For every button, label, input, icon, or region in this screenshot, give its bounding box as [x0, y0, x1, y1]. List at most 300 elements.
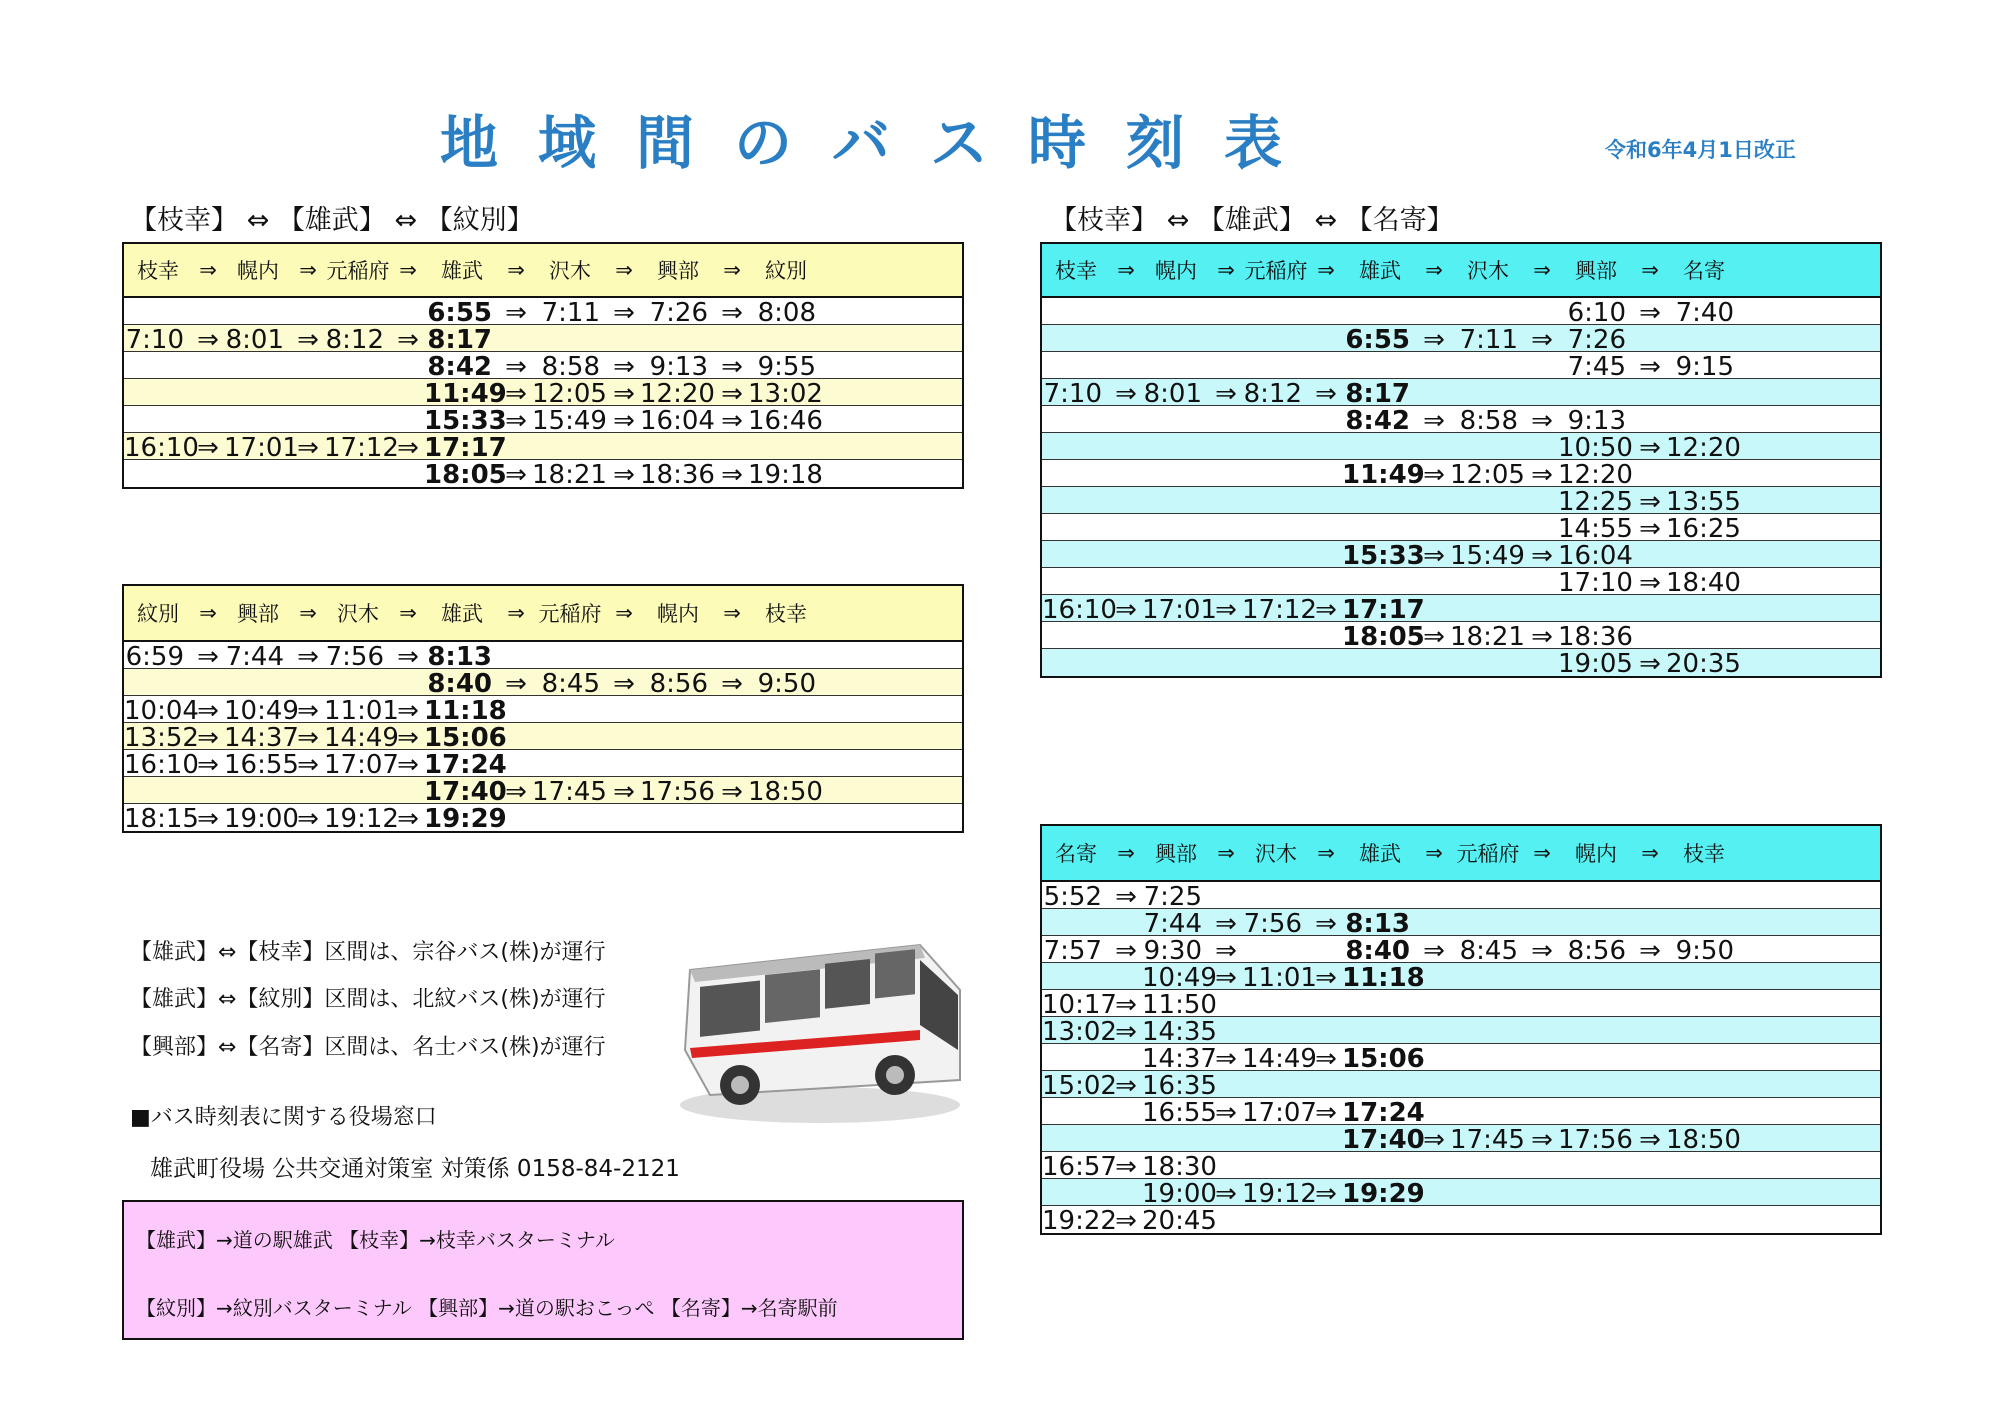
right-route-header: 【枝幸】 ⇔ 【雄武】 ⇔ 【名寄】: [1050, 205, 1454, 236]
arrow-icon: ⇒: [507, 258, 525, 282]
departure-time: 13:02: [748, 379, 823, 409]
timetable-row: [1042, 1071, 1880, 1101]
departure-time: 7:11: [1459, 325, 1518, 355]
arrow-icon: ⇒: [1639, 936, 1661, 966]
arrow-icon: ⇒: [1215, 909, 1237, 939]
timetable-row: [1042, 406, 1880, 436]
arrow-icon: ⇒: [505, 777, 527, 807]
departure-time: 7:56: [1243, 909, 1302, 939]
stop-name: 元稲府: [538, 602, 602, 626]
departure-time: 10:49: [224, 696, 299, 726]
revision-date: 令和6年4月1日改正: [1605, 138, 1796, 162]
departure-time: 15:33: [424, 406, 507, 436]
departure-time: 15:49: [532, 406, 607, 436]
departure-time: 18:36: [1558, 622, 1633, 652]
departure-time: 15:49: [1450, 541, 1525, 571]
arrow-icon: ⇒: [1315, 909, 1337, 939]
arrow-icon: ⇒: [1115, 1017, 1137, 1047]
departure-time: 8:58: [1459, 406, 1518, 436]
departure-time: 9:13: [649, 352, 708, 382]
departure-time: 14:49: [324, 723, 399, 753]
arrow-icon: ⇒: [397, 750, 419, 780]
arrow-icon: ⇒: [299, 601, 317, 625]
departure-time: 18:30: [1142, 1152, 1217, 1182]
timetable-row: [1042, 649, 1880, 679]
arrow-icon: ⇒: [723, 601, 741, 625]
departure-time: 14:37: [1142, 1044, 1217, 1074]
arrow-icon: ⇒: [1215, 963, 1237, 993]
arrow-icon: ⇒: [299, 258, 317, 282]
departure-time: 11:49: [1342, 460, 1425, 490]
arrow-icon: ⇒: [1639, 514, 1661, 544]
stop-name: 元稲府: [1456, 842, 1520, 866]
departure-time: 17:07: [1242, 1098, 1317, 1128]
departure-time: 7:57: [1043, 936, 1102, 966]
departure-time: 15:02: [1042, 1071, 1117, 1101]
arrow-icon: ⇒: [1117, 258, 1135, 282]
departure-time: 18:21: [1450, 622, 1525, 652]
arrow-icon: ⇒: [505, 379, 527, 409]
departure-time: 16:25: [1666, 514, 1741, 544]
arrow-icon: ⇒: [1639, 649, 1661, 679]
arrow-icon: ⇒: [1315, 1098, 1337, 1128]
departure-time: 16:10: [1042, 595, 1117, 625]
departure-time: 19:00: [1142, 1179, 1217, 1209]
departure-time: 19:18: [748, 460, 823, 490]
timetable-row: [1042, 514, 1880, 544]
arrow-icon: ⇒: [1115, 1206, 1137, 1236]
arrow-icon: ⇒: [615, 601, 633, 625]
arrow-icon: ⇒: [199, 258, 217, 282]
departure-time: 19:12: [1242, 1179, 1317, 1209]
arrow-icon: ⇒: [1317, 841, 1335, 865]
timetable-row: [1042, 298, 1880, 328]
departure-time: 8:17: [427, 325, 492, 355]
arrow-icon: ⇒: [1115, 882, 1137, 912]
timetable-row: [124, 352, 962, 382]
arrow-icon: ⇒: [399, 258, 417, 282]
departure-time: 14:35: [1142, 1017, 1217, 1047]
arrow-icon: ⇒: [613, 669, 635, 699]
departure-time: 17:17: [1342, 595, 1425, 625]
departure-time: 19:00: [224, 804, 299, 834]
stop-name: 沢木: [1255, 842, 1297, 866]
arrow-icon: ⇒: [721, 379, 743, 409]
arrow-icon: ⇒: [1531, 622, 1553, 652]
stop-name: 沢木: [337, 602, 379, 626]
departure-time: 8:40: [427, 669, 492, 699]
arrow-icon: ⇒: [397, 642, 419, 672]
arrow-icon: ⇒: [399, 601, 417, 625]
timetable-row: [1042, 433, 1880, 463]
departure-time: 18:50: [748, 777, 823, 807]
arrow-icon: ⇒: [507, 601, 525, 625]
departure-time: 16:10: [124, 433, 199, 463]
departure-time: 17:07: [324, 750, 399, 780]
departure-time: 19:22: [1042, 1206, 1117, 1236]
departure-time: 10:17: [1042, 990, 1117, 1020]
arrow-icon: ⇒: [721, 298, 743, 328]
arrow-icon: ⇒: [197, 804, 219, 834]
bus-illustration: [670, 930, 970, 1130]
stop-name: 沢木: [549, 259, 591, 283]
departure-time: 12:20: [640, 379, 715, 409]
departure-time: 7:11: [541, 298, 600, 328]
arrow-icon: ⇒: [1639, 487, 1661, 517]
departure-time: 10:49: [1142, 963, 1217, 993]
departure-time: 8:17: [1345, 379, 1410, 409]
stop-name: 枝幸: [137, 259, 179, 283]
arrow-icon: ⇒: [197, 696, 219, 726]
arrow-icon: ⇒: [613, 379, 635, 409]
arrow-icon: ⇒: [1215, 936, 1237, 966]
stop-name: 興部: [1155, 842, 1197, 866]
departure-time: 20:45: [1142, 1206, 1217, 1236]
timetable-row: [124, 804, 962, 834]
timetable-row: [1042, 541, 1880, 571]
stop-name: 元稲府: [1244, 259, 1308, 283]
timetable-nayoro-to-esashi: [1040, 824, 1882, 1235]
departure-time: 7:10: [125, 325, 184, 355]
stop-name: 興部: [1575, 259, 1617, 283]
departure-time: 17:12: [324, 433, 399, 463]
arrow-icon: ⇒: [1315, 963, 1337, 993]
timetable-esashi-to-nayoro: [1040, 242, 1882, 678]
departure-time: 17:40: [1342, 1125, 1425, 1155]
timetable-header: [1042, 244, 1880, 298]
departure-time: 8:40: [1345, 936, 1410, 966]
timetable-row: [1042, 963, 1880, 993]
departure-time: 8:12: [1243, 379, 1302, 409]
legend-line-2: 【紋別】→紋別バスターミナル 【興部】→道の駅おこっぺ 【名寄】→名寄駅前: [136, 1296, 838, 1320]
arrow-icon: ⇒: [397, 325, 419, 355]
arrow-icon: ⇒: [505, 298, 527, 328]
timetable-row: [1042, 595, 1880, 625]
departure-time: 8:12: [325, 325, 384, 355]
departure-time: 18:05: [424, 460, 507, 490]
departure-time: 16:55: [224, 750, 299, 780]
timetable-row: [1042, 568, 1880, 598]
arrow-icon: ⇒: [1423, 936, 1445, 966]
arrow-icon: ⇒: [1639, 298, 1661, 328]
arrow-icon: ⇒: [1423, 460, 1445, 490]
departure-time: 18:15: [124, 804, 199, 834]
arrow-icon: ⇒: [297, 750, 319, 780]
departure-time: 11:18: [1342, 963, 1425, 993]
departure-time: 16:04: [640, 406, 715, 436]
departure-time: 16:04: [1558, 541, 1633, 571]
timetable-row: [1042, 352, 1880, 382]
departure-time: 11:18: [424, 696, 507, 726]
timetable-row: [1042, 622, 1880, 652]
departure-time: 9:50: [757, 669, 816, 699]
stop-name: 枝幸: [1683, 842, 1725, 866]
arrow-icon: ⇒: [197, 325, 219, 355]
arrow-icon: ⇒: [397, 696, 419, 726]
timetable-row: [124, 406, 962, 436]
timetable-header: [124, 244, 962, 298]
arrow-icon: ⇒: [1639, 352, 1661, 382]
timetable-row: [1042, 1206, 1880, 1236]
departure-time: 14:37: [224, 723, 299, 753]
arrow-icon: ⇒: [1115, 1152, 1137, 1182]
departure-time: 7:56: [325, 642, 384, 672]
timetable-row: [1042, 936, 1880, 966]
departure-time: 12:05: [532, 379, 607, 409]
arrow-icon: ⇒: [613, 460, 635, 490]
stop-name: 名寄: [1055, 842, 1097, 866]
departure-time: 17:40: [424, 777, 507, 807]
departure-time: 16:10: [124, 750, 199, 780]
arrow-icon: ⇒: [1315, 595, 1337, 625]
stop-name: 紋別: [765, 259, 807, 283]
stop-name: 紋別: [137, 602, 179, 626]
departure-time: 17:45: [532, 777, 607, 807]
departure-time: 17:24: [424, 750, 507, 780]
departure-time: 17:12: [1242, 595, 1317, 625]
arrow-icon: ⇒: [721, 406, 743, 436]
departure-time: 8:42: [427, 352, 492, 382]
departure-time: 7:40: [1675, 298, 1734, 328]
departure-time: 19:05: [1558, 649, 1633, 679]
arrow-icon: ⇒: [297, 804, 319, 834]
arrow-icon: ⇒: [397, 804, 419, 834]
departure-time: 14:55: [1558, 514, 1633, 544]
departure-time: 7:44: [225, 642, 284, 672]
arrow-icon: ⇒: [297, 642, 319, 672]
departure-time: 9:15: [1675, 352, 1734, 382]
stop-name: 枝幸: [765, 602, 807, 626]
arrow-icon: ⇒: [1115, 990, 1137, 1020]
stop-name: 枝幸: [1055, 259, 1097, 283]
departure-time: 8:13: [1345, 909, 1410, 939]
departure-time: 11:49: [424, 379, 507, 409]
departure-time: 15:33: [1342, 541, 1425, 571]
stop-legend: [122, 1200, 964, 1340]
arrow-icon: ⇒: [1423, 325, 1445, 355]
timetable-row: [124, 325, 962, 355]
arrow-icon: ⇒: [721, 777, 743, 807]
stop-name: 雄武: [1359, 259, 1401, 283]
arrow-icon: ⇒: [505, 406, 527, 436]
arrow-icon: ⇒: [1531, 936, 1553, 966]
departure-time: 13:52: [124, 723, 199, 753]
arrow-icon: ⇒: [1533, 841, 1551, 865]
timetable-row: [124, 669, 962, 699]
arrow-icon: ⇒: [199, 601, 217, 625]
stop-name: 幌内: [1155, 259, 1197, 283]
departure-time: 17:01: [1142, 595, 1217, 625]
stop-name: 雄武: [441, 259, 483, 283]
departure-time: 13:02: [1042, 1017, 1117, 1047]
stop-name: 名寄: [1683, 259, 1725, 283]
arrow-icon: ⇒: [1425, 258, 1443, 282]
arrow-icon: ⇒: [1641, 258, 1659, 282]
departure-time: 9:50: [1675, 936, 1734, 966]
departure-time: 18:21: [532, 460, 607, 490]
arrow-icon: ⇒: [1115, 595, 1137, 625]
arrow-icon: ⇒: [613, 406, 635, 436]
departure-time: 8:42: [1345, 406, 1410, 436]
departure-time: 13:55: [1666, 487, 1741, 517]
stop-name: 幌内: [657, 602, 699, 626]
arrow-icon: ⇒: [721, 352, 743, 382]
departure-time: 11:01: [1242, 963, 1317, 993]
timetable-row: [124, 696, 962, 726]
departure-time: 17:56: [1558, 1125, 1633, 1155]
departure-time: 16:35: [1142, 1071, 1217, 1101]
arrow-icon: ⇒: [397, 433, 419, 463]
departure-time: 10:50: [1558, 433, 1633, 463]
operator-note: 【雄武】⇔【枝幸】区間は、宗谷バス(株)が運行: [130, 940, 606, 965]
contact-title: ■バス時刻表に関する役場窓口: [130, 1105, 437, 1130]
departure-time: 12:20: [1558, 460, 1633, 490]
arrow-icon: ⇒: [197, 433, 219, 463]
operator-note: 【雄武】⇔【紋別】区間は、北紋バス(株)が運行: [130, 987, 606, 1012]
arrow-icon: ⇒: [1425, 841, 1443, 865]
departure-time: 17:17: [424, 433, 507, 463]
departure-time: 17:10: [1558, 568, 1633, 598]
arrow-icon: ⇒: [297, 433, 319, 463]
timetable-row: [124, 777, 962, 807]
departure-time: 8:13: [427, 642, 492, 672]
stop-name: 元稲府: [326, 259, 390, 283]
timetable-esashi-to-mombetsu: [122, 242, 964, 489]
arrow-icon: ⇒: [1639, 1125, 1661, 1155]
arrow-icon: ⇒: [1531, 325, 1553, 355]
departure-time: 8:01: [1143, 379, 1202, 409]
arrow-icon: ⇒: [197, 723, 219, 753]
arrow-icon: ⇒: [613, 777, 635, 807]
arrow-icon: ⇒: [1531, 460, 1553, 490]
timetable-row: [1042, 1179, 1880, 1209]
departure-time: 7:26: [649, 298, 708, 328]
departure-time: 11:50: [1142, 990, 1217, 1020]
departure-time: 17:56: [640, 777, 715, 807]
timetable-row: [124, 460, 962, 490]
stop-name: 雄武: [441, 602, 483, 626]
stop-name: 興部: [657, 259, 699, 283]
arrow-icon: ⇒: [1215, 595, 1237, 625]
departure-time: 7:26: [1567, 325, 1626, 355]
arrow-icon: ⇒: [505, 669, 527, 699]
arrow-icon: ⇒: [1117, 841, 1135, 865]
departure-time: 12:05: [1450, 460, 1525, 490]
operator-note: 【興部】⇔【名寄】区間は、名士バス(株)が運行: [130, 1035, 606, 1060]
arrow-icon: ⇒: [1641, 841, 1659, 865]
departure-time: 18:05: [1342, 622, 1425, 652]
arrow-icon: ⇒: [297, 723, 319, 753]
timetable-row: [1042, 379, 1880, 409]
timetable-row: [1042, 990, 1880, 1020]
timetable-row: [1042, 1017, 1880, 1047]
departure-time: 16:55: [1142, 1098, 1217, 1128]
arrow-icon: ⇒: [613, 298, 635, 328]
departure-time: 9:55: [757, 352, 816, 382]
departure-time: 18:50: [1666, 1125, 1741, 1155]
timetable-row: [1042, 1098, 1880, 1128]
arrow-icon: ⇒: [1315, 1179, 1337, 1209]
timetable-row: [124, 642, 962, 672]
arrow-icon: ⇒: [1115, 936, 1137, 966]
arrow-icon: ⇒: [1423, 1125, 1445, 1155]
contact-line: 雄武町役場 公共交通対策室 対策係 0158-84-2121: [150, 1156, 680, 1182]
arrow-icon: ⇒: [613, 352, 635, 382]
arrow-icon: ⇒: [723, 258, 741, 282]
departure-time: 17:45: [1450, 1125, 1525, 1155]
departure-time: 16:57: [1042, 1152, 1117, 1182]
arrow-icon: ⇒: [1423, 541, 1445, 571]
departure-time: 17:01: [224, 433, 299, 463]
arrow-icon: ⇒: [1215, 1044, 1237, 1074]
departure-time: 8:56: [1567, 936, 1626, 966]
arrow-icon: ⇒: [1215, 379, 1237, 409]
departure-time: 17:24: [1342, 1098, 1425, 1128]
departure-time: 7:44: [1143, 909, 1202, 939]
departure-time: 6:55: [1345, 325, 1410, 355]
arrow-icon: ⇒: [1215, 1179, 1237, 1209]
arrow-icon: ⇒: [197, 750, 219, 780]
departure-time: 6:10: [1567, 298, 1626, 328]
departure-time: 14:49: [1242, 1044, 1317, 1074]
timetable-row: [1042, 325, 1880, 355]
departure-time: 18:36: [640, 460, 715, 490]
timetable-row: [124, 379, 962, 409]
timetable-row: [1042, 909, 1880, 939]
arrow-icon: ⇒: [297, 325, 319, 355]
departure-time: 8:45: [541, 669, 600, 699]
arrow-icon: ⇒: [721, 669, 743, 699]
stop-name: 雄武: [1359, 842, 1401, 866]
departure-time: 18:40: [1666, 568, 1741, 598]
timetable-row: [124, 723, 962, 753]
arrow-icon: ⇒: [297, 696, 319, 726]
departure-time: 7:25: [1143, 882, 1202, 912]
departure-time: 8:01: [225, 325, 284, 355]
arrow-icon: ⇒: [1531, 1125, 1553, 1155]
stop-name: 幌内: [237, 259, 279, 283]
departure-time: 7:45: [1567, 352, 1626, 382]
timetable-mombetsu-to-esashi: [122, 584, 964, 833]
departure-time: 8:45: [1459, 936, 1518, 966]
departure-time: 11:01: [324, 696, 399, 726]
arrow-icon: ⇒: [1315, 1044, 1337, 1074]
arrow-icon: ⇒: [1317, 258, 1335, 282]
arrow-icon: ⇒: [1217, 258, 1235, 282]
arrow-icon: ⇒: [1531, 541, 1553, 571]
departure-time: 9:30: [1143, 936, 1202, 966]
arrow-icon: ⇒: [1215, 1098, 1237, 1128]
departure-time: 6:59: [125, 642, 184, 672]
arrow-icon: ⇒: [397, 723, 419, 753]
departure-time: 12:25: [1558, 487, 1633, 517]
arrow-icon: ⇒: [1531, 406, 1553, 436]
arrow-icon: ⇒: [615, 258, 633, 282]
timetable-row: [1042, 882, 1880, 912]
timetable-row: [124, 298, 962, 328]
departure-time: 8:56: [649, 669, 708, 699]
departure-time: 15:06: [1342, 1044, 1425, 1074]
departure-time: 19:29: [424, 804, 507, 834]
departure-time: 5:52: [1043, 882, 1102, 912]
departure-time: 12:20: [1666, 433, 1741, 463]
arrow-icon: ⇒: [505, 460, 527, 490]
departure-time: 20:35: [1666, 649, 1741, 679]
arrow-icon: ⇒: [1639, 568, 1661, 598]
page-title: 地域間のバス時刻表: [440, 109, 1323, 177]
stop-name: 幌内: [1575, 842, 1617, 866]
timetable-row: [1042, 1152, 1880, 1182]
